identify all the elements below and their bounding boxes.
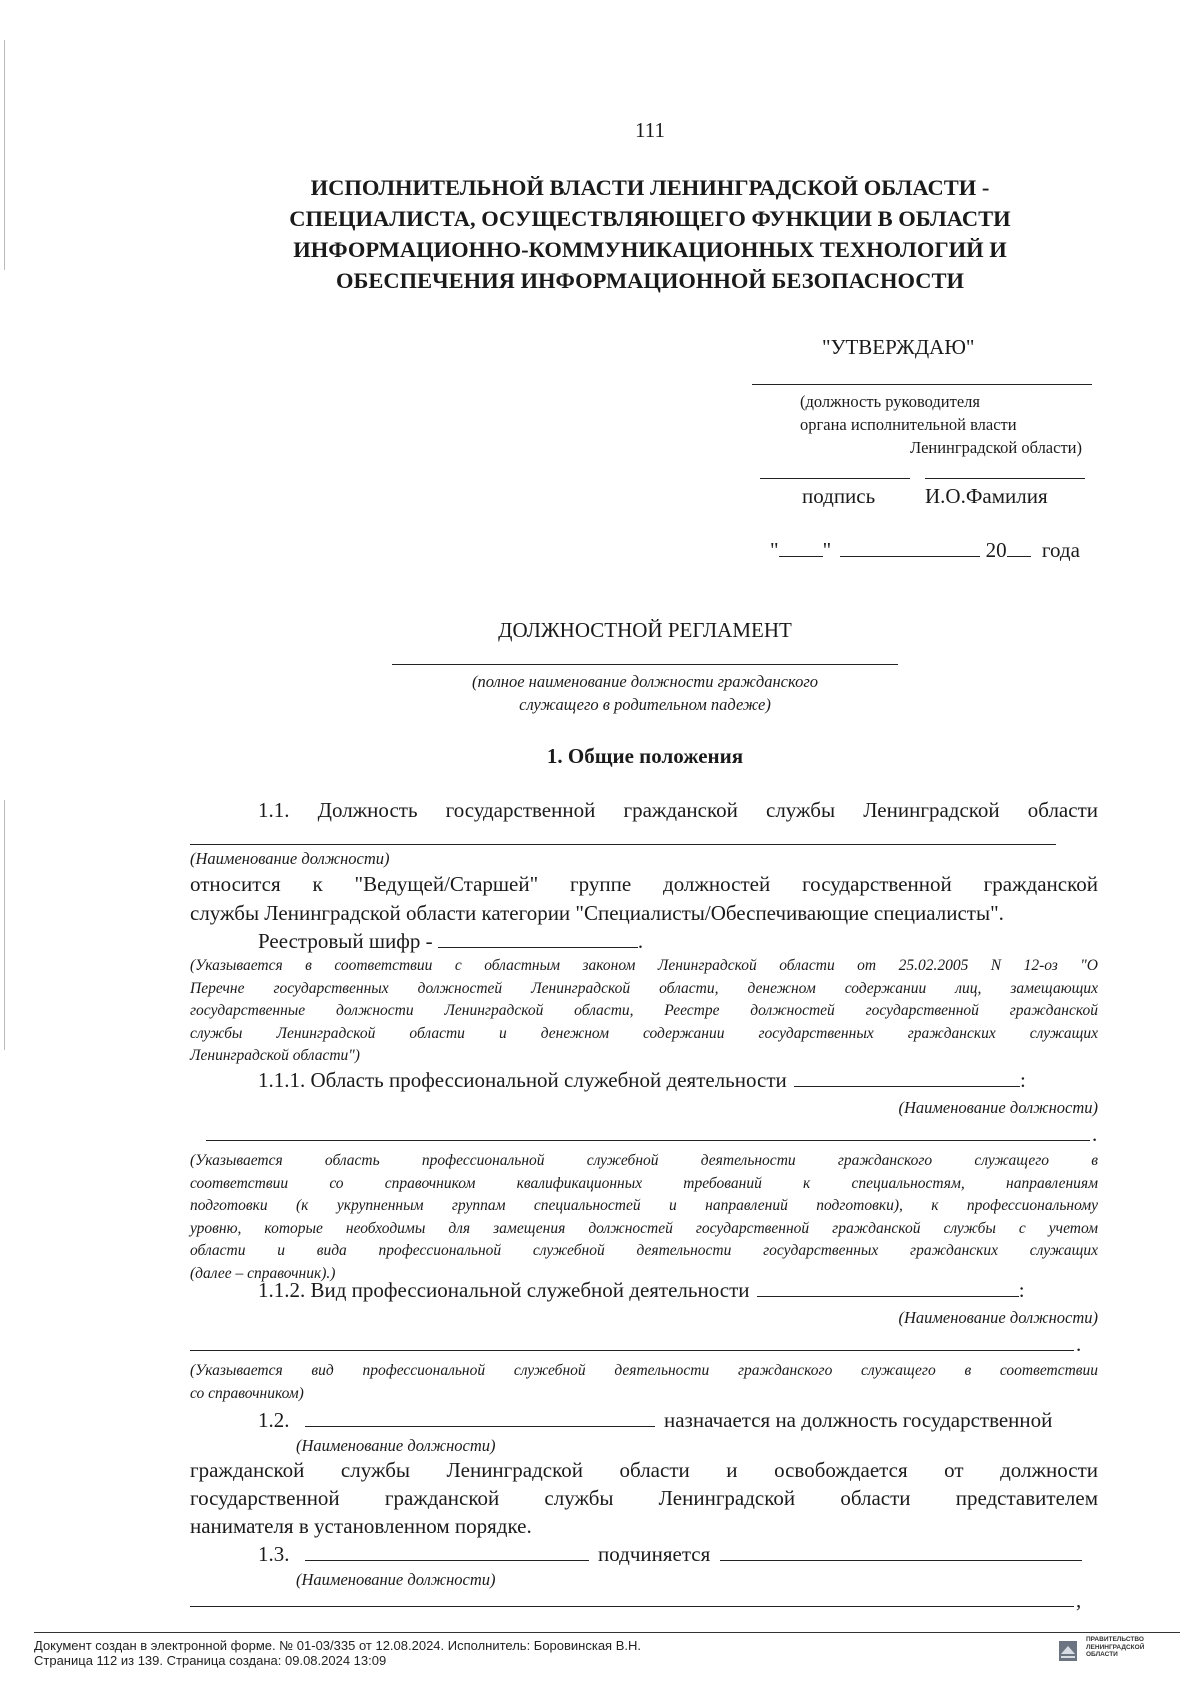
paragraph-1-2-text: назначается на должность государственной [664, 1408, 1053, 1432]
footer-line: Документ создан в электронной форме. № 01-03/335 от 12.08.2024. Исполнитель: Боровинская В.Н. [34, 1638, 641, 1653]
position-name-label: (Наименование должности) [296, 1436, 496, 1455]
scan-margin-mark [4, 40, 5, 270]
regulation-title: ДОЛЖНОСТНОЙ РЕГЛАМЕНТ [498, 618, 792, 642]
approval-title: "УТВЕРЖДАЮ" [822, 335, 975, 359]
note-area [190, 1150, 1098, 1285]
position-note-line: (должность руководителя [800, 392, 980, 411]
regulation-subtitle-line: служащего в родительном падеже) [519, 695, 771, 714]
registry-end: . [637, 929, 644, 953]
footer [34, 1638, 641, 1668]
note-line: службы Ленинградской области и денежном содержании государственных гражданских служащих [190, 1024, 1098, 1042]
position-name-label: (Наименование должности) [190, 849, 390, 868]
note-line: со справочником) [190, 1384, 304, 1402]
paragraph-1-2 [258, 1406, 1052, 1434]
paragraph-1-1-2-text: 1.1.2. Вид профессиональной служебной деятельности [258, 1278, 750, 1302]
paragraph-1-1-cont: относится к "Ведущей/Старшей" группе должностей государственной гражданской [190, 872, 1098, 896]
position-name-line [190, 844, 1056, 845]
signature-label: подпись [802, 484, 876, 508]
note-line: (далее – справочник).) [190, 1264, 336, 1282]
area-line [206, 1140, 1090, 1141]
name-label: И.О.Фамилия [925, 484, 1048, 508]
note-line: подготовки (к укрупненным группам специальностей и направлений подготовки), к профессиональному [190, 1197, 1098, 1214]
note-line: Перечне государственных должностей Ленинградской области, денежном содержании лиц, замещающих [190, 979, 1098, 997]
logo-text-line: ПРАВИТЕЛЬСТВО [1086, 1636, 1144, 1643]
name-line [925, 478, 1085, 479]
heading-line: ИСПОЛНИТЕЛЬНОЙ ВЛАСТИ ЛЕНИНГРАДСКОЙ ОБЛАСТИ - [310, 175, 990, 200]
scan-margin-mark [4, 800, 5, 1050]
paragraph-number: 1.2. [258, 1408, 290, 1432]
note-registry [190, 955, 1098, 1068]
colon: : [1018, 1278, 1025, 1302]
regulation-subtitle [0, 670, 1200, 716]
kind-line [190, 1350, 1074, 1351]
paragraph-1-1: 1.1. Должность государственной гражданской службы Ленинградской области [258, 798, 1098, 822]
footer-line: Страница 112 из 139. Страница создана: 09.08.2024 13:09 [34, 1653, 387, 1668]
registry-label: Реестровый шифр - [258, 929, 433, 953]
position-note [800, 390, 1090, 459]
subordinate-line [190, 1606, 1074, 1607]
note-line: Ленинградской области") [190, 1047, 360, 1064]
position-note-line: Ленинградской области) [910, 438, 1082, 457]
note-line: соответствии со справочником квалификационных требований к специальностям, направлениям [190, 1174, 1098, 1192]
position-name-label: (Наименование должности) [296, 1570, 496, 1589]
date-year: 20 [985, 538, 1007, 562]
logo-text-line: ЛЕНИНГРАДСКОЙ [1086, 1643, 1145, 1651]
period: . [1076, 1332, 1082, 1356]
date-quote: " [770, 538, 779, 562]
registry-code [258, 927, 643, 955]
note-line: области и вида профессиональной служебной деятельности государственных гражданских служащих [190, 1242, 1098, 1259]
paragraph-1-2-cont [190, 1456, 1098, 1540]
paragraph-1-3-text: подчиняется [598, 1542, 711, 1566]
paragraph-1-1-cont: службы Ленинградской области категории "Специалисты/Обеспечивающие специалисты". [190, 901, 1004, 925]
paragraph-line: гражданской службы Ленинградской области и освобождается от должности [190, 1458, 1098, 1482]
section-title: 1. Общие положения [546, 744, 744, 768]
heading-line: ОБЕСПЕЧЕНИЯ ИНФОРМАЦИОННОЙ БЕЗОПАСНОСТИ [335, 268, 965, 293]
note-line: государственные должности Ленинградской области, Реестре должностей государственной гражданской [190, 1002, 1098, 1019]
paragraph-1-3 [258, 1540, 1082, 1568]
footer-logo-text [1086, 1636, 1166, 1659]
paragraph-line: государственной гражданской службы Ленинградской области представителем [190, 1486, 1098, 1510]
position-note-line: органа исполнительной власти [800, 415, 1017, 434]
note-line: (Указывается вид профессиональной служебной деятельности гражданского служащего в соответствии [190, 1362, 1098, 1379]
position-name-label: (Наименование должности) [898, 1308, 1098, 1327]
logo-text-line: ОБЛАСТИ [1086, 1651, 1118, 1658]
date-quote: " [822, 538, 832, 562]
period: . [1092, 1122, 1098, 1146]
footer-rule [34, 1632, 1180, 1633]
paragraph-1-1-1-text: 1.1.1. Область профессиональной служебной деятельности [258, 1068, 787, 1092]
position-line [752, 384, 1092, 385]
paragraph-number: 1.3. [258, 1542, 290, 1566]
coat-of-arms-icon [1058, 1640, 1078, 1662]
note-line: (Указывается в соответствии с областным законом Ленинградской области от 25.02.2005 N 12-оз "О [190, 957, 1098, 974]
note-line: (Указывается область профессиональной служебной деятельности гражданского служащего в [190, 1152, 1098, 1169]
regulation-name-line [392, 664, 898, 665]
paragraph-line: нанимателя в установленном порядке. [190, 1514, 532, 1538]
colon: : [1020, 1068, 1026, 1092]
position-name-label: (Наименование должности) [898, 1098, 1098, 1117]
paragraph-1-1-1 [258, 1066, 1026, 1094]
signature-line [760, 478, 910, 479]
note-kind [190, 1360, 1098, 1405]
regulation-subtitle-line: (полное наименование должности гражданского [471, 672, 819, 691]
comma: , [1076, 1588, 1082, 1612]
heading-line: ИНФОРМАЦИОННО-КОММУНИКАЦИОННЫХ ТЕХНОЛОГИЙ И [293, 237, 1007, 262]
paragraph-1-1-2 [258, 1276, 1025, 1304]
heading-line: СПЕЦИАЛИСТА, ОСУЩЕСТВЛЯЮЩЕГО ФУНКЦИИ В ОБЛАСТИ [289, 206, 1011, 231]
approval-date [770, 536, 1080, 564]
note-line: уровню, которые необходимы для замещения должностей государственной гражданской службы с учетом [190, 1219, 1098, 1237]
date-suffix: года [1041, 538, 1080, 562]
document-heading [200, 172, 1100, 296]
page-number: 111 [635, 118, 665, 142]
